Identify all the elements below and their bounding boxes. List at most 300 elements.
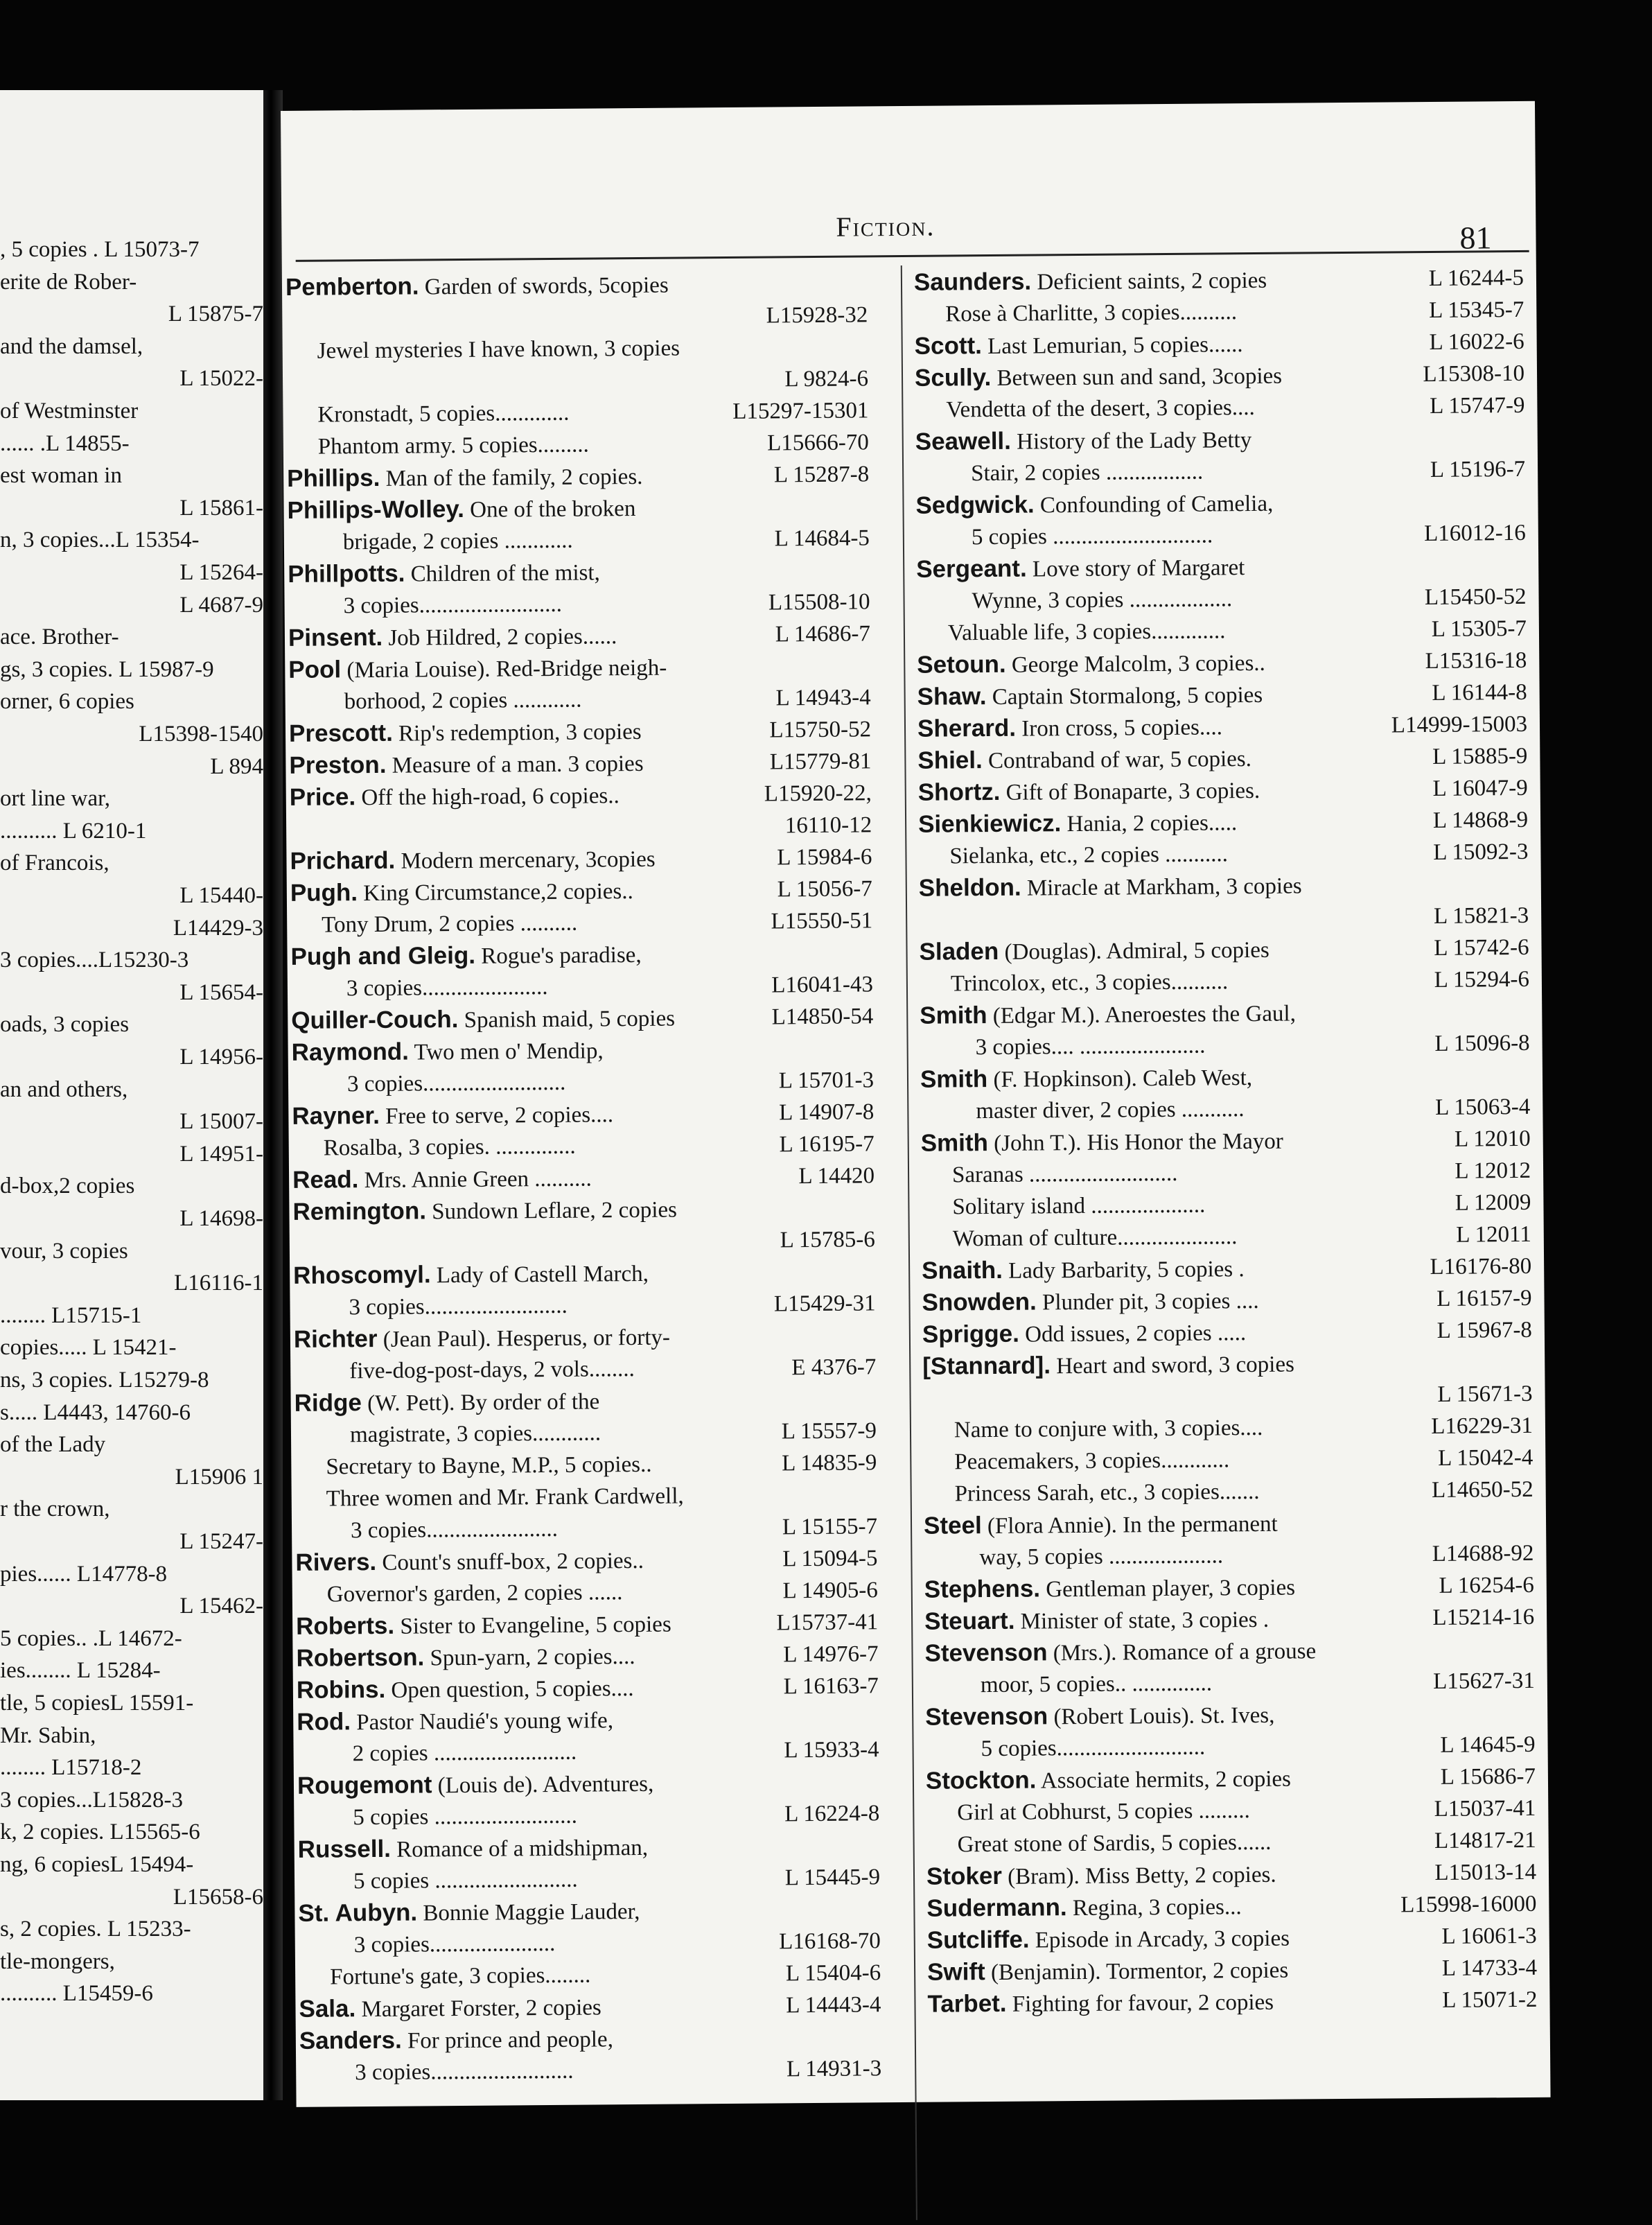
entry-title: Spanish maid, 5 copies bbox=[464, 1006, 676, 1033]
facing-page-line: s, 2 copies. L 15233- bbox=[0, 1917, 191, 1942]
entry-line bbox=[289, 745, 871, 782]
catalog-entry bbox=[915, 485, 1526, 554]
author-name: Seawell. bbox=[915, 427, 1012, 455]
call-number: L15998-16000 bbox=[1400, 1891, 1537, 1918]
entry-line bbox=[290, 777, 872, 814]
catalog-entry bbox=[288, 554, 870, 622]
catalog-entry bbox=[296, 1574, 878, 1611]
author-name: Pugh and Gleig. bbox=[290, 941, 476, 970]
facing-page-line: vour, 3 copies bbox=[0, 1238, 128, 1264]
entry-line bbox=[915, 358, 1524, 394]
entry-title: 5 copies ......................... bbox=[353, 1803, 578, 1831]
entry-title: Gift of Bonaparte, 3 copies. bbox=[1005, 778, 1260, 805]
catalog-entry bbox=[299, 1957, 881, 1993]
catalog-entry bbox=[295, 1478, 878, 1547]
author-name: Sienkiewicz. bbox=[917, 810, 1062, 838]
entry-line bbox=[295, 1542, 877, 1579]
catalog-entry bbox=[915, 421, 1526, 490]
author-name: Smith bbox=[920, 1002, 987, 1029]
call-number: L 14443-4 bbox=[786, 1992, 881, 2018]
entry-line bbox=[290, 936, 872, 973]
call-number: L 16224-8 bbox=[784, 1801, 880, 1827]
facing-page-line: ort line war, bbox=[0, 786, 111, 812]
entry-line bbox=[292, 1128, 875, 1164]
entry-title: Off the high-road, 6 copies.. bbox=[361, 783, 620, 811]
call-number: L 15671-3 bbox=[1437, 1381, 1533, 1407]
entry-line bbox=[290, 809, 872, 846]
call-number: L 12009 bbox=[1455, 1189, 1531, 1216]
entry-line bbox=[918, 836, 1528, 873]
call-number: L 16157-9 bbox=[1436, 1285, 1532, 1311]
catalog-entry bbox=[297, 1670, 879, 1707]
entry-title: Stair, 2 copies ................. bbox=[970, 459, 1204, 487]
author-name: St. Aubyn. bbox=[298, 1899, 418, 1927]
facing-page-line: L 15007- bbox=[179, 1109, 263, 1135]
facing-page-line: L 14698- bbox=[179, 1206, 263, 1231]
call-number: L15316-18 bbox=[1425, 647, 1527, 674]
entry-title: Miracle at Markham, 3 copies bbox=[1026, 873, 1302, 901]
entry-title: Episode in Arcady, 3 copies bbox=[1035, 1926, 1290, 1953]
author-name: Price. bbox=[289, 783, 356, 811]
call-number: L 16244-5 bbox=[1428, 265, 1524, 291]
catalog-entry bbox=[917, 613, 1527, 649]
entry-line bbox=[919, 900, 1529, 936]
facing-page-line: Mr. Sabin, bbox=[0, 1722, 96, 1748]
call-number: E 4376-7 bbox=[791, 1354, 877, 1381]
entry-title: 5 copies.......................... bbox=[981, 1734, 1206, 1762]
facing-page-line: L 15462- bbox=[179, 1594, 263, 1619]
author-name: Phillpotts. bbox=[288, 559, 405, 588]
author-name: Setoun. bbox=[917, 650, 1006, 679]
catalog-entry bbox=[927, 1920, 1537, 1957]
entry-title: Associate hermits, 2 copies bbox=[1040, 1766, 1292, 1794]
entry-title: History of the Lady Betty bbox=[1017, 428, 1252, 455]
entry-title: 3 copies...................... bbox=[346, 975, 548, 1002]
entry-line bbox=[294, 1319, 876, 1356]
author-name: Sergeant. bbox=[916, 555, 1027, 583]
entry-line bbox=[915, 390, 1524, 426]
entry-line bbox=[288, 618, 870, 654]
facing-page-line: , 5 copies . L 15073-7 bbox=[0, 237, 200, 262]
facing-page-line: pies...... L14778-8 bbox=[0, 1561, 168, 1587]
entry-title: Garden of swords, 5copies bbox=[424, 272, 669, 300]
call-number: L 12010 bbox=[1454, 1126, 1531, 1152]
running-head: Fiction. bbox=[836, 210, 935, 243]
author-name: Shiel. bbox=[917, 747, 983, 774]
entry-line bbox=[297, 1702, 879, 1738]
catalog-entry bbox=[916, 549, 1527, 618]
entry-line bbox=[295, 1510, 877, 1547]
entry-title: Two men o' Mendip, bbox=[414, 1038, 604, 1065]
entry-line bbox=[920, 995, 1529, 1032]
entry-line bbox=[914, 262, 1524, 299]
entry-line bbox=[925, 1729, 1535, 1765]
entry-line bbox=[922, 1314, 1532, 1351]
call-number: L15750-52 bbox=[769, 717, 872, 743]
catalog-entry bbox=[922, 1314, 1532, 1351]
author-name: Sladen bbox=[919, 937, 999, 966]
entry-title: King Circumstance,2 copies.. bbox=[363, 879, 633, 907]
call-number: L15429-31 bbox=[773, 1291, 876, 1317]
author-name: Raymond. bbox=[291, 1038, 410, 1066]
catalog-entry bbox=[299, 1989, 881, 2025]
entry-line bbox=[295, 1478, 877, 1515]
call-number: L 15686-7 bbox=[1440, 1763, 1536, 1790]
entry-line bbox=[921, 1155, 1531, 1192]
author-name: Rhoscomyl. bbox=[293, 1261, 431, 1289]
author-name: Sedgwick. bbox=[915, 491, 1035, 519]
facing-page-line: L 15654- bbox=[179, 979, 263, 1005]
author-name: Roberts. bbox=[296, 1612, 395, 1640]
call-number: L14688-92 bbox=[1432, 1540, 1534, 1567]
entry-title: Children of the mist, bbox=[410, 560, 600, 587]
entry-title: (Benjamin). Tormentor, 2 copies bbox=[990, 1957, 1289, 1986]
facing-page-line: L 15861- bbox=[179, 495, 263, 521]
call-number: L 12012 bbox=[1455, 1158, 1531, 1184]
entry-line bbox=[296, 1574, 878, 1611]
call-number: 16110-12 bbox=[784, 812, 872, 839]
entry-line bbox=[297, 1670, 879, 1707]
entry-line bbox=[915, 326, 1524, 363]
author-name: Pemberton. bbox=[285, 272, 419, 301]
entry-line bbox=[916, 581, 1526, 618]
catalog-entry bbox=[921, 1123, 1531, 1160]
call-number: L15297-15301 bbox=[732, 398, 869, 424]
entry-title: Last Lemurian, 5 copies...... bbox=[987, 332, 1243, 359]
call-number: L 16144-8 bbox=[1432, 679, 1527, 706]
author-name: [Stannard]. bbox=[922, 1352, 1051, 1380]
entry-line bbox=[291, 968, 873, 1005]
entry-title: Bonnie Maggie Lauder, bbox=[423, 1899, 640, 1926]
catalog-entry bbox=[923, 1442, 1533, 1478]
entry-title: moor, 5 copies.. .............. bbox=[980, 1670, 1213, 1698]
facing-page-line: L 894 bbox=[210, 753, 263, 779]
call-number: L 15287-8 bbox=[773, 462, 870, 488]
call-number: L 14684-5 bbox=[774, 525, 870, 552]
catalog-entry bbox=[297, 1765, 880, 1834]
author-name: Stevenson bbox=[925, 1702, 1048, 1731]
entry-line bbox=[299, 1925, 881, 1962]
entry-title: Plunder pit, 3 copies .... bbox=[1042, 1288, 1259, 1316]
author-name: Stevenson bbox=[924, 1639, 1048, 1667]
facing-page-line: an and others, bbox=[0, 1076, 128, 1102]
entry-line bbox=[285, 299, 868, 335]
entry-title: (Mrs.). Romance of a grouse bbox=[1053, 1639, 1317, 1666]
facing-page-line: erite de Rober- bbox=[0, 269, 137, 295]
entry-title: Rip's redemption, 3 copies bbox=[398, 719, 642, 747]
call-number: L 14868-9 bbox=[1432, 807, 1529, 833]
entry-line bbox=[916, 549, 1526, 586]
entry-line bbox=[290, 905, 872, 941]
entry-title: For prince and people, bbox=[407, 2027, 614, 2054]
entry-line bbox=[920, 1059, 1530, 1096]
entry-title: Lady Barbarity, 5 copies . bbox=[1008, 1257, 1245, 1284]
call-number: L 15742-6 bbox=[1434, 934, 1529, 961]
catalog-entry bbox=[298, 1829, 881, 1898]
entry-line bbox=[926, 1761, 1536, 1797]
call-number: L16168-70 bbox=[778, 1928, 881, 1955]
entry-title: (Robert Louis). St. Ives, bbox=[1053, 1702, 1275, 1730]
entry-line bbox=[917, 613, 1527, 649]
facing-page-left bbox=[0, 90, 263, 2100]
catalog-entry bbox=[294, 1319, 877, 1388]
facing-page-line: s..... L4443, 14760-6 bbox=[0, 1399, 191, 1425]
call-number: L 15747-9 bbox=[1430, 392, 1525, 419]
catalog-entry bbox=[288, 649, 871, 718]
entry-title: Tony Drum, 2 copies .......... bbox=[322, 910, 578, 938]
catalog-entry bbox=[920, 995, 1530, 1064]
entry-line bbox=[920, 963, 1529, 1000]
entry-title: borhood, 2 copies ............ bbox=[344, 687, 582, 715]
entry-line bbox=[297, 1765, 879, 1802]
catalog-entry bbox=[286, 331, 869, 399]
call-number: L 14420 bbox=[798, 1163, 875, 1189]
facing-page-line: copies..... L 15421- bbox=[0, 1335, 177, 1361]
entry-line bbox=[927, 1984, 1537, 2021]
entry-line bbox=[293, 1255, 875, 1292]
call-number: L 14645-9 bbox=[1440, 1731, 1536, 1758]
entry-title: Rogue's paradise, bbox=[481, 942, 642, 969]
entry-title: Rose à Charlitte, 3 copies.......... bbox=[945, 299, 1238, 327]
call-number: L 14835-9 bbox=[782, 1450, 877, 1476]
catalog-entry bbox=[915, 358, 1524, 394]
author-name: Steuart. bbox=[924, 1607, 1015, 1635]
entry-line bbox=[927, 1952, 1537, 1989]
entry-title: Vendetta of the desert, 3 copies.... bbox=[946, 394, 1255, 423]
entry-line bbox=[915, 421, 1525, 458]
call-number: L 15404-6 bbox=[785, 1960, 881, 1987]
call-number: L14999-15003 bbox=[1391, 711, 1528, 738]
catalog-entry bbox=[918, 804, 1528, 841]
catalog-entry bbox=[918, 772, 1528, 809]
author-name: Smith bbox=[920, 1129, 989, 1157]
catalog-entry bbox=[917, 677, 1527, 713]
catalog-entry bbox=[296, 1638, 878, 1675]
entry-title: 3 copies.... ...................... bbox=[975, 1033, 1206, 1061]
entry-title: (Louis de). Adventures, bbox=[437, 1771, 654, 1799]
call-number: L 14907-8 bbox=[779, 1099, 875, 1126]
call-number: L 16047-9 bbox=[1432, 775, 1528, 801]
facing-page-line: L 15440- bbox=[179, 883, 263, 908]
author-name: Rougemont bbox=[297, 1771, 432, 1799]
author-name: Rod. bbox=[297, 1708, 351, 1736]
entry-line bbox=[922, 1346, 1532, 1383]
entry-line bbox=[921, 1123, 1531, 1160]
facing-page-line: L15398-1540 bbox=[139, 722, 263, 747]
author-name: Prichard. bbox=[290, 846, 396, 875]
entry-title: Lady of Castell March, bbox=[436, 1261, 649, 1289]
facing-page-line: k, 2 copies. L15565-6 bbox=[0, 1820, 200, 1845]
author-name: Remington. bbox=[292, 1197, 427, 1225]
author-name: Pugh. bbox=[290, 879, 358, 907]
catalog-entry bbox=[923, 1410, 1533, 1447]
header-rule bbox=[296, 250, 1529, 262]
facing-page-line: .......... L15459-6 bbox=[0, 1981, 153, 2007]
author-name: Preston. bbox=[289, 751, 387, 779]
catalog-entry bbox=[919, 932, 1529, 968]
catalog-entry bbox=[291, 1000, 873, 1037]
catalog-entry bbox=[926, 1792, 1536, 1829]
entry-title: Sielanka, etc., 2 copies ........... bbox=[949, 841, 1229, 869]
author-name: Sanders. bbox=[299, 2026, 402, 2054]
entry-title: Measure of a man. 3 copies bbox=[392, 751, 644, 778]
catalog-entry bbox=[290, 905, 872, 941]
entry-title: Deficient saints, 2 copies bbox=[1037, 268, 1267, 295]
entry-line bbox=[286, 363, 868, 399]
author-name: Rivers. bbox=[295, 1548, 377, 1576]
catalog-entry bbox=[914, 294, 1524, 331]
call-number: L16041-43 bbox=[771, 972, 874, 998]
catalog-entry bbox=[921, 1155, 1531, 1192]
entry-line bbox=[292, 1192, 875, 1228]
author-name: Quiller-Couch. bbox=[291, 1006, 459, 1034]
entry-line bbox=[299, 2021, 881, 2057]
catalog-entry bbox=[924, 1569, 1534, 1606]
entry-title: 3 copies...................... bbox=[353, 1930, 556, 1958]
entry-title: (Bram). Miss Betty, 2 copies. bbox=[1008, 1862, 1276, 1890]
author-name: Russell. bbox=[297, 1835, 392, 1863]
catalog-entry bbox=[922, 1346, 1533, 1415]
entry-title: 3 copies......................... bbox=[346, 1070, 566, 1097]
entry-line bbox=[298, 1861, 880, 1898]
call-number: L14850-54 bbox=[771, 1004, 874, 1030]
entry-line bbox=[287, 426, 869, 463]
catalog-entry bbox=[293, 1255, 876, 1324]
catalog-entry bbox=[915, 390, 1524, 426]
call-number: L 15042-4 bbox=[1437, 1445, 1534, 1471]
entry-line bbox=[298, 1829, 880, 1866]
catalog-entry bbox=[926, 1761, 1536, 1797]
entry-title: Peacemakers, 3 copies............ bbox=[954, 1447, 1230, 1475]
facing-page-line: of Westminster bbox=[0, 399, 139, 424]
entry-title: Free to serve, 2 copies.... bbox=[385, 1102, 614, 1129]
entry-title: Kronstadt, 5 copies............. bbox=[317, 400, 570, 428]
entry-title: Name to conjure with, 3 copies.... bbox=[954, 1415, 1263, 1443]
catalog-entry bbox=[288, 618, 870, 654]
author-name: Robins. bbox=[296, 1675, 386, 1704]
author-name: Scott. bbox=[914, 332, 983, 360]
entry-title: Fighting for favour, 2 copies bbox=[1012, 1989, 1274, 2017]
entry-line bbox=[293, 1223, 875, 1260]
call-number: L15627-31 bbox=[1433, 1668, 1535, 1695]
entry-title: 3 copies....................... bbox=[350, 1516, 559, 1544]
catalog-entry bbox=[920, 963, 1529, 1000]
catalog-entry bbox=[920, 1059, 1531, 1128]
entry-line bbox=[924, 1506, 1534, 1542]
entry-line bbox=[914, 294, 1524, 331]
call-number: L 15785-6 bbox=[780, 1227, 875, 1253]
call-number: L 14733-4 bbox=[1441, 1955, 1538, 1981]
entry-title: (Douglas). Admiral, 5 copies bbox=[1004, 937, 1269, 965]
entry-title: master diver, 2 copies ........... bbox=[976, 1097, 1245, 1124]
entry-title: Spun-yarn, 2 copies.... bbox=[430, 1644, 635, 1671]
author-name: Phillips. bbox=[287, 464, 380, 492]
entry-title: five-dog-post-days, 2 vols........ bbox=[349, 1356, 635, 1384]
entry-title: Governor's garden, 2 copies ...... bbox=[326, 1580, 623, 1607]
entry-title: Between sun and sand, 3copies bbox=[996, 363, 1283, 391]
book-gutter bbox=[263, 90, 283, 2100]
catalog-entry bbox=[926, 1888, 1536, 1925]
entry-title: 2 copies ......................... bbox=[352, 1739, 577, 1767]
catalog-entry bbox=[917, 740, 1527, 777]
entry-line bbox=[294, 1383, 876, 1420]
facing-page-line: and the damsel, bbox=[0, 333, 143, 359]
call-number: L 15885-9 bbox=[1432, 743, 1528, 769]
entry-title: (Jean Paul). Hesperus, or forty- bbox=[383, 1325, 671, 1352]
facing-page-line: ies........ L 15284- bbox=[0, 1658, 161, 1684]
entry-title: Captain Stormalong, 5 copies bbox=[992, 682, 1263, 710]
call-number: L 15155-7 bbox=[782, 1514, 878, 1540]
entry-title: Regina, 3 copies... bbox=[1072, 1894, 1242, 1921]
call-number: L 15056-7 bbox=[777, 876, 872, 902]
facing-page-line: L14429-3 bbox=[173, 915, 263, 941]
facing-page-line: of the Lady bbox=[0, 1432, 106, 1458]
call-number: L 15294-6 bbox=[1434, 966, 1530, 993]
entry-line bbox=[924, 1569, 1534, 1606]
entry-line bbox=[292, 1096, 874, 1133]
entry-line bbox=[295, 1447, 877, 1483]
catalog-page bbox=[281, 101, 1551, 2107]
facing-page-line: 3 copies....L15230-3 bbox=[0, 948, 189, 973]
call-number: L14817-21 bbox=[1434, 1827, 1536, 1853]
entry-line bbox=[924, 1601, 1534, 1638]
entry-line bbox=[926, 1824, 1536, 1861]
call-number: L14650-52 bbox=[1431, 1476, 1534, 1503]
author-name: Steel bbox=[923, 1512, 982, 1539]
call-number: L 16195-7 bbox=[779, 1131, 875, 1158]
entry-title: Heart and sword, 3 copies bbox=[1056, 1352, 1295, 1379]
entry-title: 3 copies......................... bbox=[355, 2058, 574, 2086]
catalog-entry bbox=[292, 1160, 875, 1196]
catalog-entry bbox=[926, 1856, 1536, 1893]
facing-page-line: ng, 6 copiesL 15494- bbox=[0, 1852, 194, 1877]
entry-line bbox=[288, 522, 870, 559]
call-number: L 15345-7 bbox=[1428, 297, 1524, 323]
entry-line bbox=[298, 1893, 880, 1930]
entry-line bbox=[297, 1797, 879, 1834]
catalog-entry bbox=[290, 777, 872, 846]
entry-line bbox=[299, 2052, 881, 2089]
call-number: L15779-81 bbox=[769, 749, 872, 775]
call-number: L15214-16 bbox=[1432, 1604, 1535, 1631]
call-number: L 16061-3 bbox=[1441, 1923, 1537, 1949]
entry-title: Open question, 5 copies.... bbox=[391, 1676, 634, 1703]
entry-title: One of the broken bbox=[470, 496, 636, 523]
call-number: L 15305-7 bbox=[1431, 616, 1527, 642]
catalog-entry bbox=[298, 1893, 881, 1962]
author-name: Pool bbox=[288, 656, 342, 683]
author-name: Sudermann. bbox=[926, 1894, 1067, 1922]
author-name: Tarbet. bbox=[927, 1989, 1007, 2018]
entry-line bbox=[295, 1415, 877, 1451]
catalog-entry bbox=[924, 1506, 1534, 1574]
entry-line bbox=[917, 677, 1527, 713]
entry-title: Trincolox, etc., 3 copies.......... bbox=[950, 969, 1229, 997]
facing-page-line: L16116-1 bbox=[174, 1271, 263, 1296]
facing-page-line: 5 copies.. .L 14672- bbox=[0, 1625, 182, 1651]
entry-line bbox=[294, 1351, 876, 1388]
entry-line bbox=[290, 873, 872, 909]
catalog-entry bbox=[922, 1250, 1531, 1287]
catalog-entry bbox=[914, 262, 1524, 299]
entry-line bbox=[922, 1378, 1532, 1415]
facing-page-line: L15906 1 bbox=[175, 1464, 263, 1490]
facing-page-line: tle-mongers, bbox=[0, 1948, 115, 1974]
entry-line bbox=[917, 645, 1527, 681]
entry-line bbox=[924, 1474, 1534, 1510]
facing-page-line: L 15264- bbox=[179, 560, 263, 585]
author-name: Stockton. bbox=[925, 1766, 1037, 1795]
